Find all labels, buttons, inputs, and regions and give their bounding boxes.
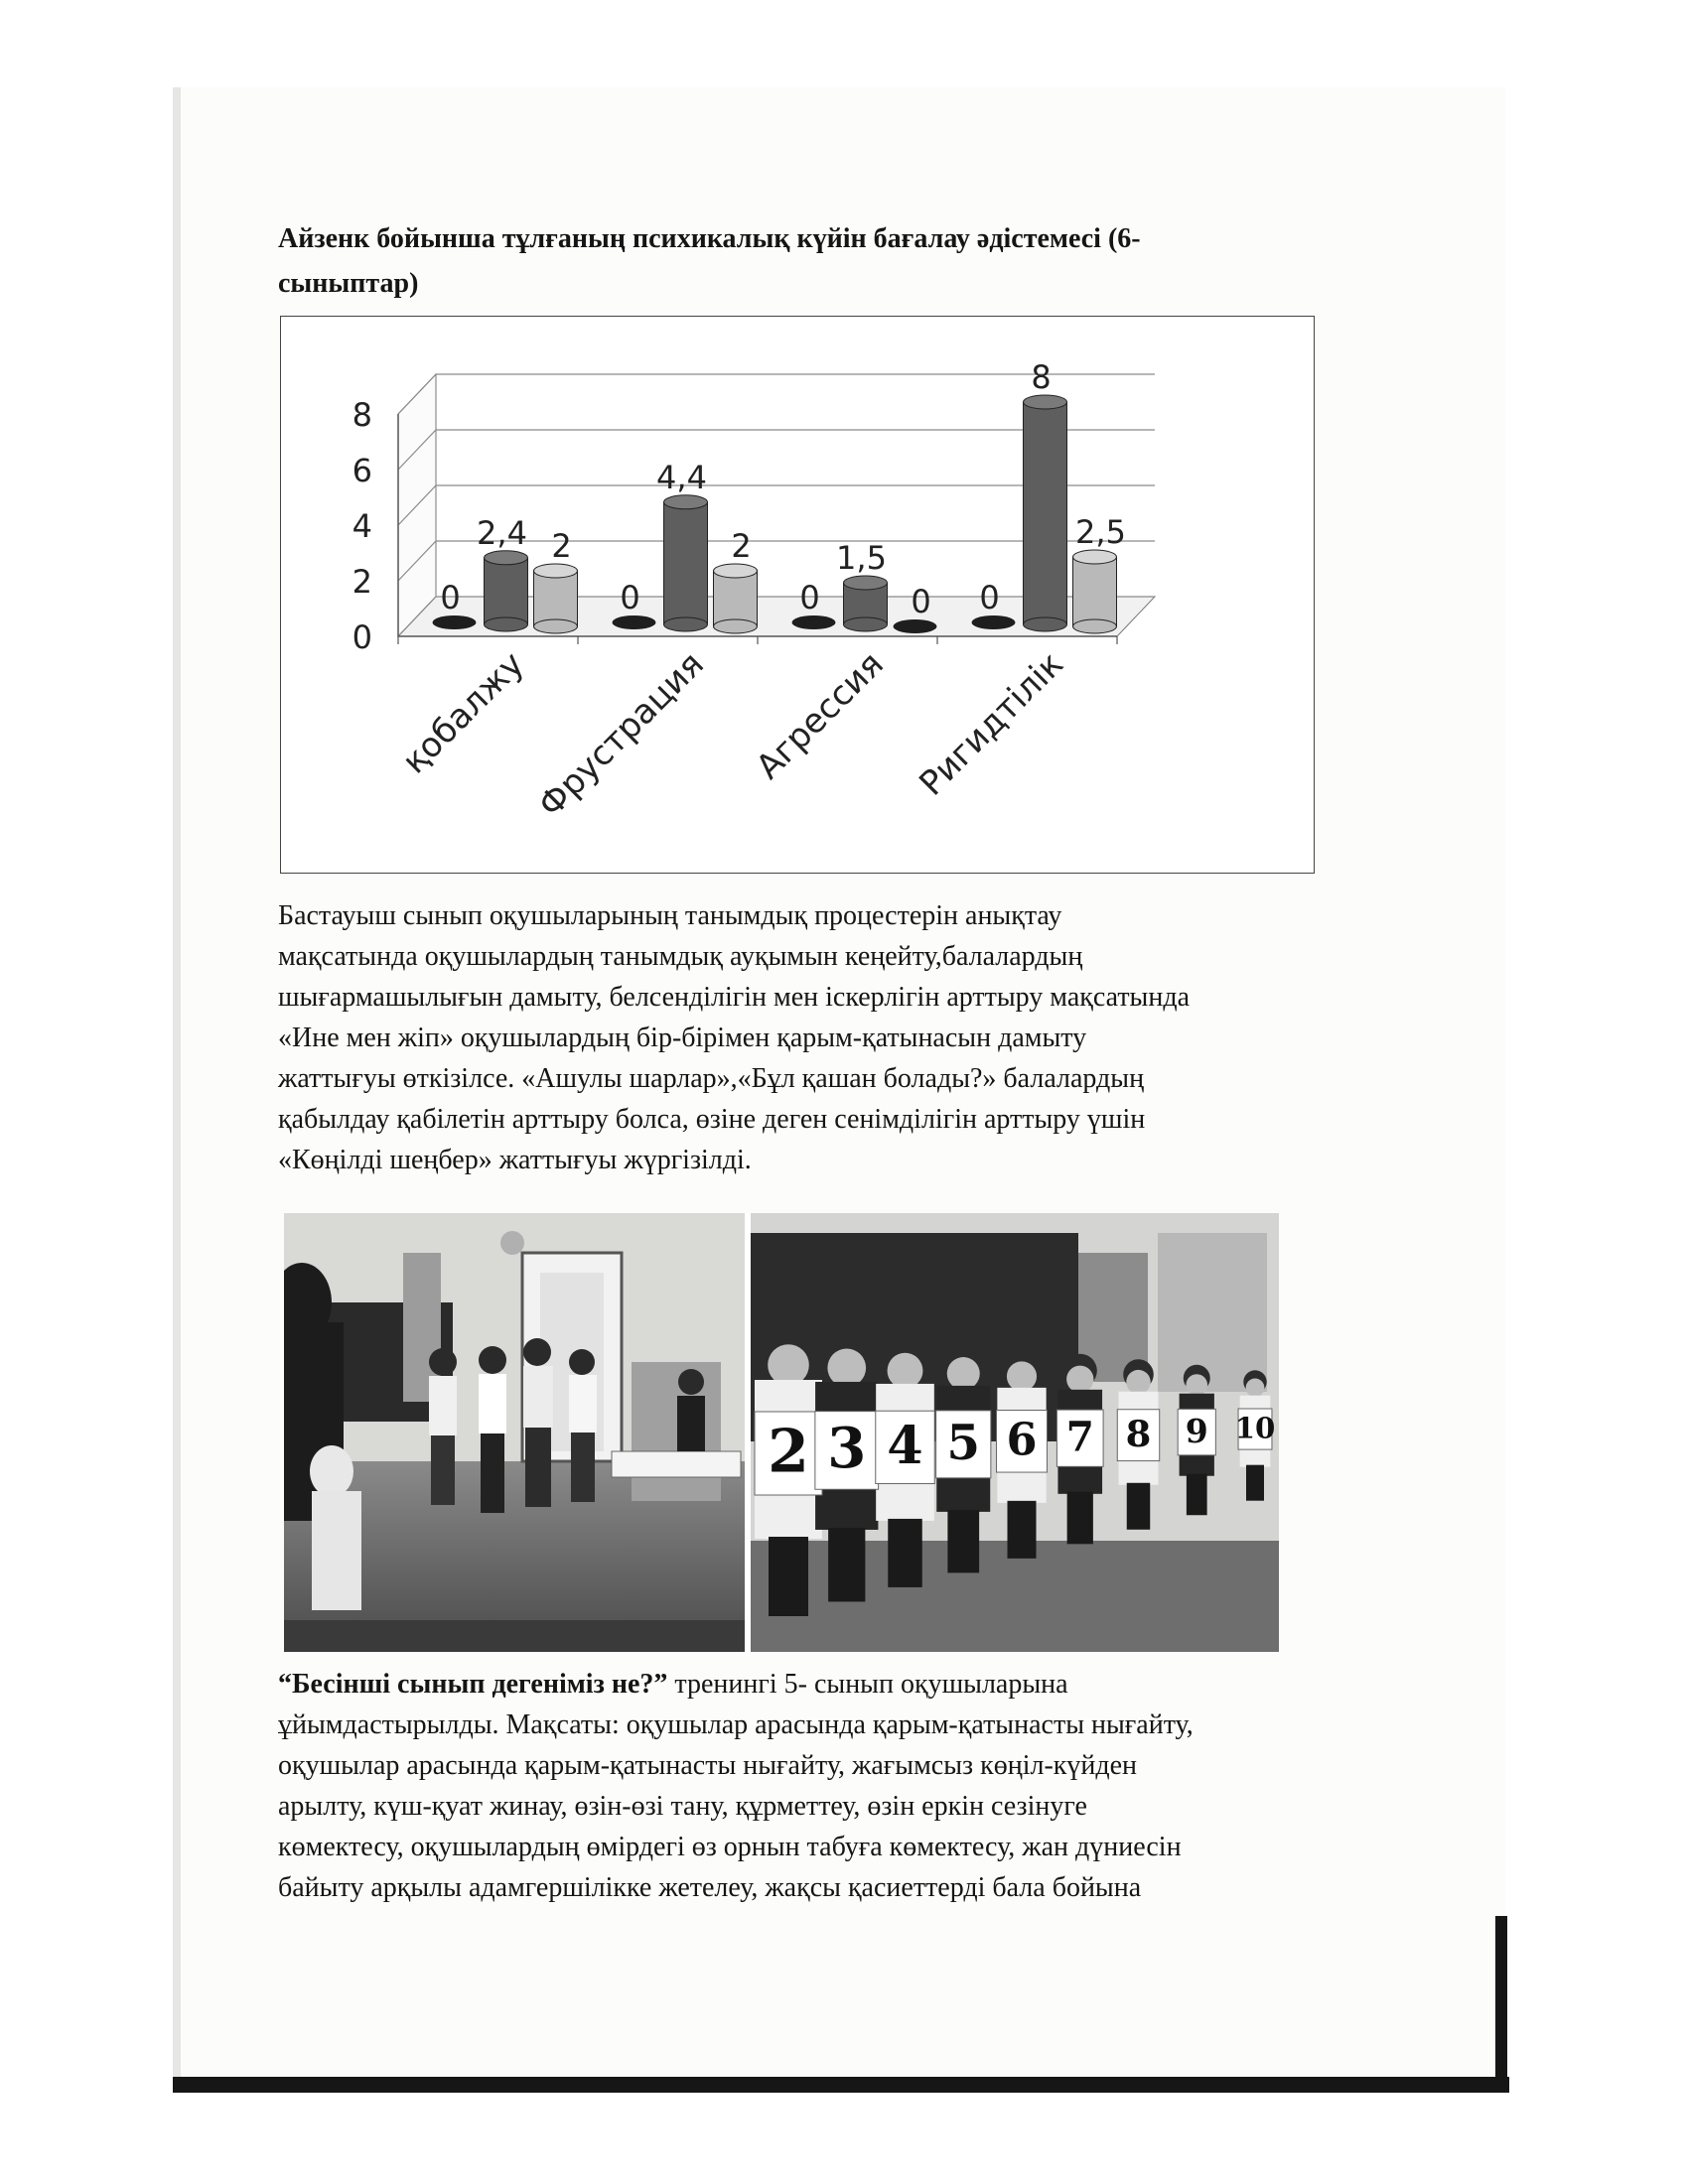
bar-top: [1024, 395, 1067, 409]
category-label: Ригидтілік: [912, 644, 1071, 804]
bar-cylinder: [485, 558, 528, 624]
child-legs: [1067, 1492, 1093, 1545]
y-tick-label: 4: [352, 507, 372, 545]
bar-cylinder: [1024, 402, 1067, 624]
data-label: 0: [440, 579, 461, 616]
child-face: [827, 1348, 866, 1387]
number-card-label: 6: [1006, 1413, 1038, 1466]
data-label: 2: [551, 527, 572, 565]
category-label: қобалжу: [394, 644, 532, 782]
chart-frame: [280, 316, 1315, 874]
number-card-label: 9: [1185, 1411, 1208, 1450]
bar-cylinder: [534, 571, 578, 626]
bar-top: [485, 551, 528, 565]
paragraph-1-line: шығармашылығын дамыту, белсенділігін мен іскерлігін арттыру мақсатында: [278, 982, 1191, 1013]
data-label: 2: [731, 527, 752, 565]
bar-top: [714, 564, 758, 578]
child-face: [888, 1353, 923, 1389]
paragraph-2-line: көмектесу, оқушылардың өмірдегі өз орнын табуға көмектесу, жан дүниесін: [278, 1832, 1182, 1862]
y-tick-label: 8: [352, 396, 372, 434]
paragraph-1: [278, 895, 1331, 1180]
bar-zero-disc: [613, 615, 656, 629]
bar-base: [534, 619, 578, 633]
data-label: 8: [1031, 358, 1052, 396]
number-card-label: 7: [1065, 1413, 1094, 1461]
bar-zero-disc: [894, 619, 937, 633]
child-legs: [947, 1510, 979, 1573]
paragraph-2: [278, 1664, 1331, 1908]
number-card-label: 2: [768, 1417, 809, 1487]
bar-zero-disc: [433, 615, 477, 629]
bar-base: [1024, 617, 1067, 631]
child-legs: [1127, 1483, 1151, 1530]
y-tick-label: 0: [352, 618, 372, 656]
bar-base: [714, 619, 758, 633]
bar-top: [1073, 550, 1117, 564]
scan-right-shadow: [1495, 1916, 1507, 2093]
paragraph-2-first-line: [278, 1664, 1331, 1705]
child-legs: [1187, 1474, 1207, 1516]
data-label: 2,4: [477, 513, 527, 552]
child-legs: [1008, 1501, 1037, 1559]
bar-base: [1073, 619, 1117, 633]
data-label: 4,4: [656, 458, 707, 496]
paragraph-2-line: байыту арқылы адамгершілікке жетелеу, жақсы қасиеттерді бала бойына: [278, 1872, 1142, 1903]
paragraph-1-line: қабылдау қабілетін арттыру болса, өзіне деген сенімділігін арттыру үшін: [278, 1104, 1146, 1135]
child-face: [947, 1357, 980, 1390]
bar-top: [534, 564, 578, 578]
bar-cylinder: [1073, 557, 1117, 626]
y-tick-label: 2: [352, 563, 372, 601]
paragraph-2-first-line-rest: тренингі 5- сынып оқушыларына: [667, 1669, 1068, 1700]
classroom-photo-left: [284, 1213, 745, 1652]
category-label: Агрессия: [748, 644, 892, 788]
data-label: 0: [979, 579, 1000, 616]
training-title: “Бесінші сынып дегеніміз не?”: [278, 1669, 668, 1700]
photo-collage: [284, 1213, 1279, 1652]
child-legs: [1246, 1465, 1264, 1501]
child-face: [768, 1344, 809, 1386]
paragraph-2-line: оқушылар арасында қарым-қатынасты нығайту, жағымсыз көңіл-күйден: [278, 1750, 1138, 1781]
scan-left-shadow: [173, 87, 181, 2093]
scan-bottom-shadow: [173, 2077, 1509, 2093]
child-face: [1007, 1361, 1037, 1391]
number-card-label: 4: [887, 1416, 923, 1477]
data-label: 0: [799, 579, 820, 616]
child-face: [1246, 1378, 1265, 1397]
data-label: 0: [620, 579, 640, 616]
bar-cylinder: [664, 502, 708, 624]
number-card-label: 3: [827, 1416, 867, 1482]
bar-base: [664, 617, 708, 631]
category-label: Фрустрация: [530, 644, 712, 826]
child-face: [1186, 1374, 1207, 1396]
data-label: 0: [911, 583, 931, 620]
paragraph-1-line: мақсатында оқушылардың танымдық ауқымын кеңейту,балалардың: [278, 941, 1083, 972]
data-label: 1,5: [836, 539, 887, 577]
paragraph-2-line: арылту, күш-қуат жинау, өзін-өзі тану, құрметтеу, өзін еркін сезінуге: [278, 1791, 1087, 1822]
data-label: 2,5: [1075, 513, 1126, 551]
bar-zero-disc: [972, 615, 1016, 629]
y-tick-label: 6: [352, 452, 372, 489]
child-legs: [828, 1528, 865, 1602]
child-legs: [769, 1537, 808, 1616]
bar-top: [664, 495, 708, 509]
child-legs: [888, 1519, 922, 1587]
paragraph-1-line: «Ине мен жіп» оқушылардың бір-бірімен қарым-қатынасын дамыту: [278, 1023, 1087, 1053]
child-face: [1066, 1366, 1093, 1393]
bar-cylinder: [714, 571, 758, 626]
bar-base: [844, 617, 888, 631]
document-title: Айзенк бойынша тұлғаның психикалық күйін бағалау әдістемесі (6-сыныптар): [278, 223, 1141, 299]
paragraph-1-line: Бастауыш сынып оқушыларының танымдық процестерін анықтау: [278, 900, 1062, 931]
number-card-label: 10: [1234, 1411, 1276, 1445]
bar-zero-disc: [792, 615, 836, 629]
bar-chart: [281, 317, 1314, 873]
bar-top: [844, 576, 888, 590]
paragraph-2-line: ұйымдастырылды. Мақсаты: оқушылар арасында қарым-қатынасты нығайту,: [278, 1709, 1194, 1740]
child-face: [1126, 1370, 1150, 1394]
number-card-label: 8: [1125, 1412, 1152, 1456]
bar-base: [485, 617, 528, 631]
classroom-photo-right: [751, 1213, 1279, 1652]
paragraph-1-line: жаттығуы өткізілсе. «Ашулы шарлар»,«Бұл қашан болады?» балалардың: [278, 1063, 1145, 1094]
paragraph-1-line: «Көңілді шеңбер» жаттығуы жүргізілді.: [278, 1145, 752, 1175]
number-card-label: 5: [946, 1415, 981, 1471]
